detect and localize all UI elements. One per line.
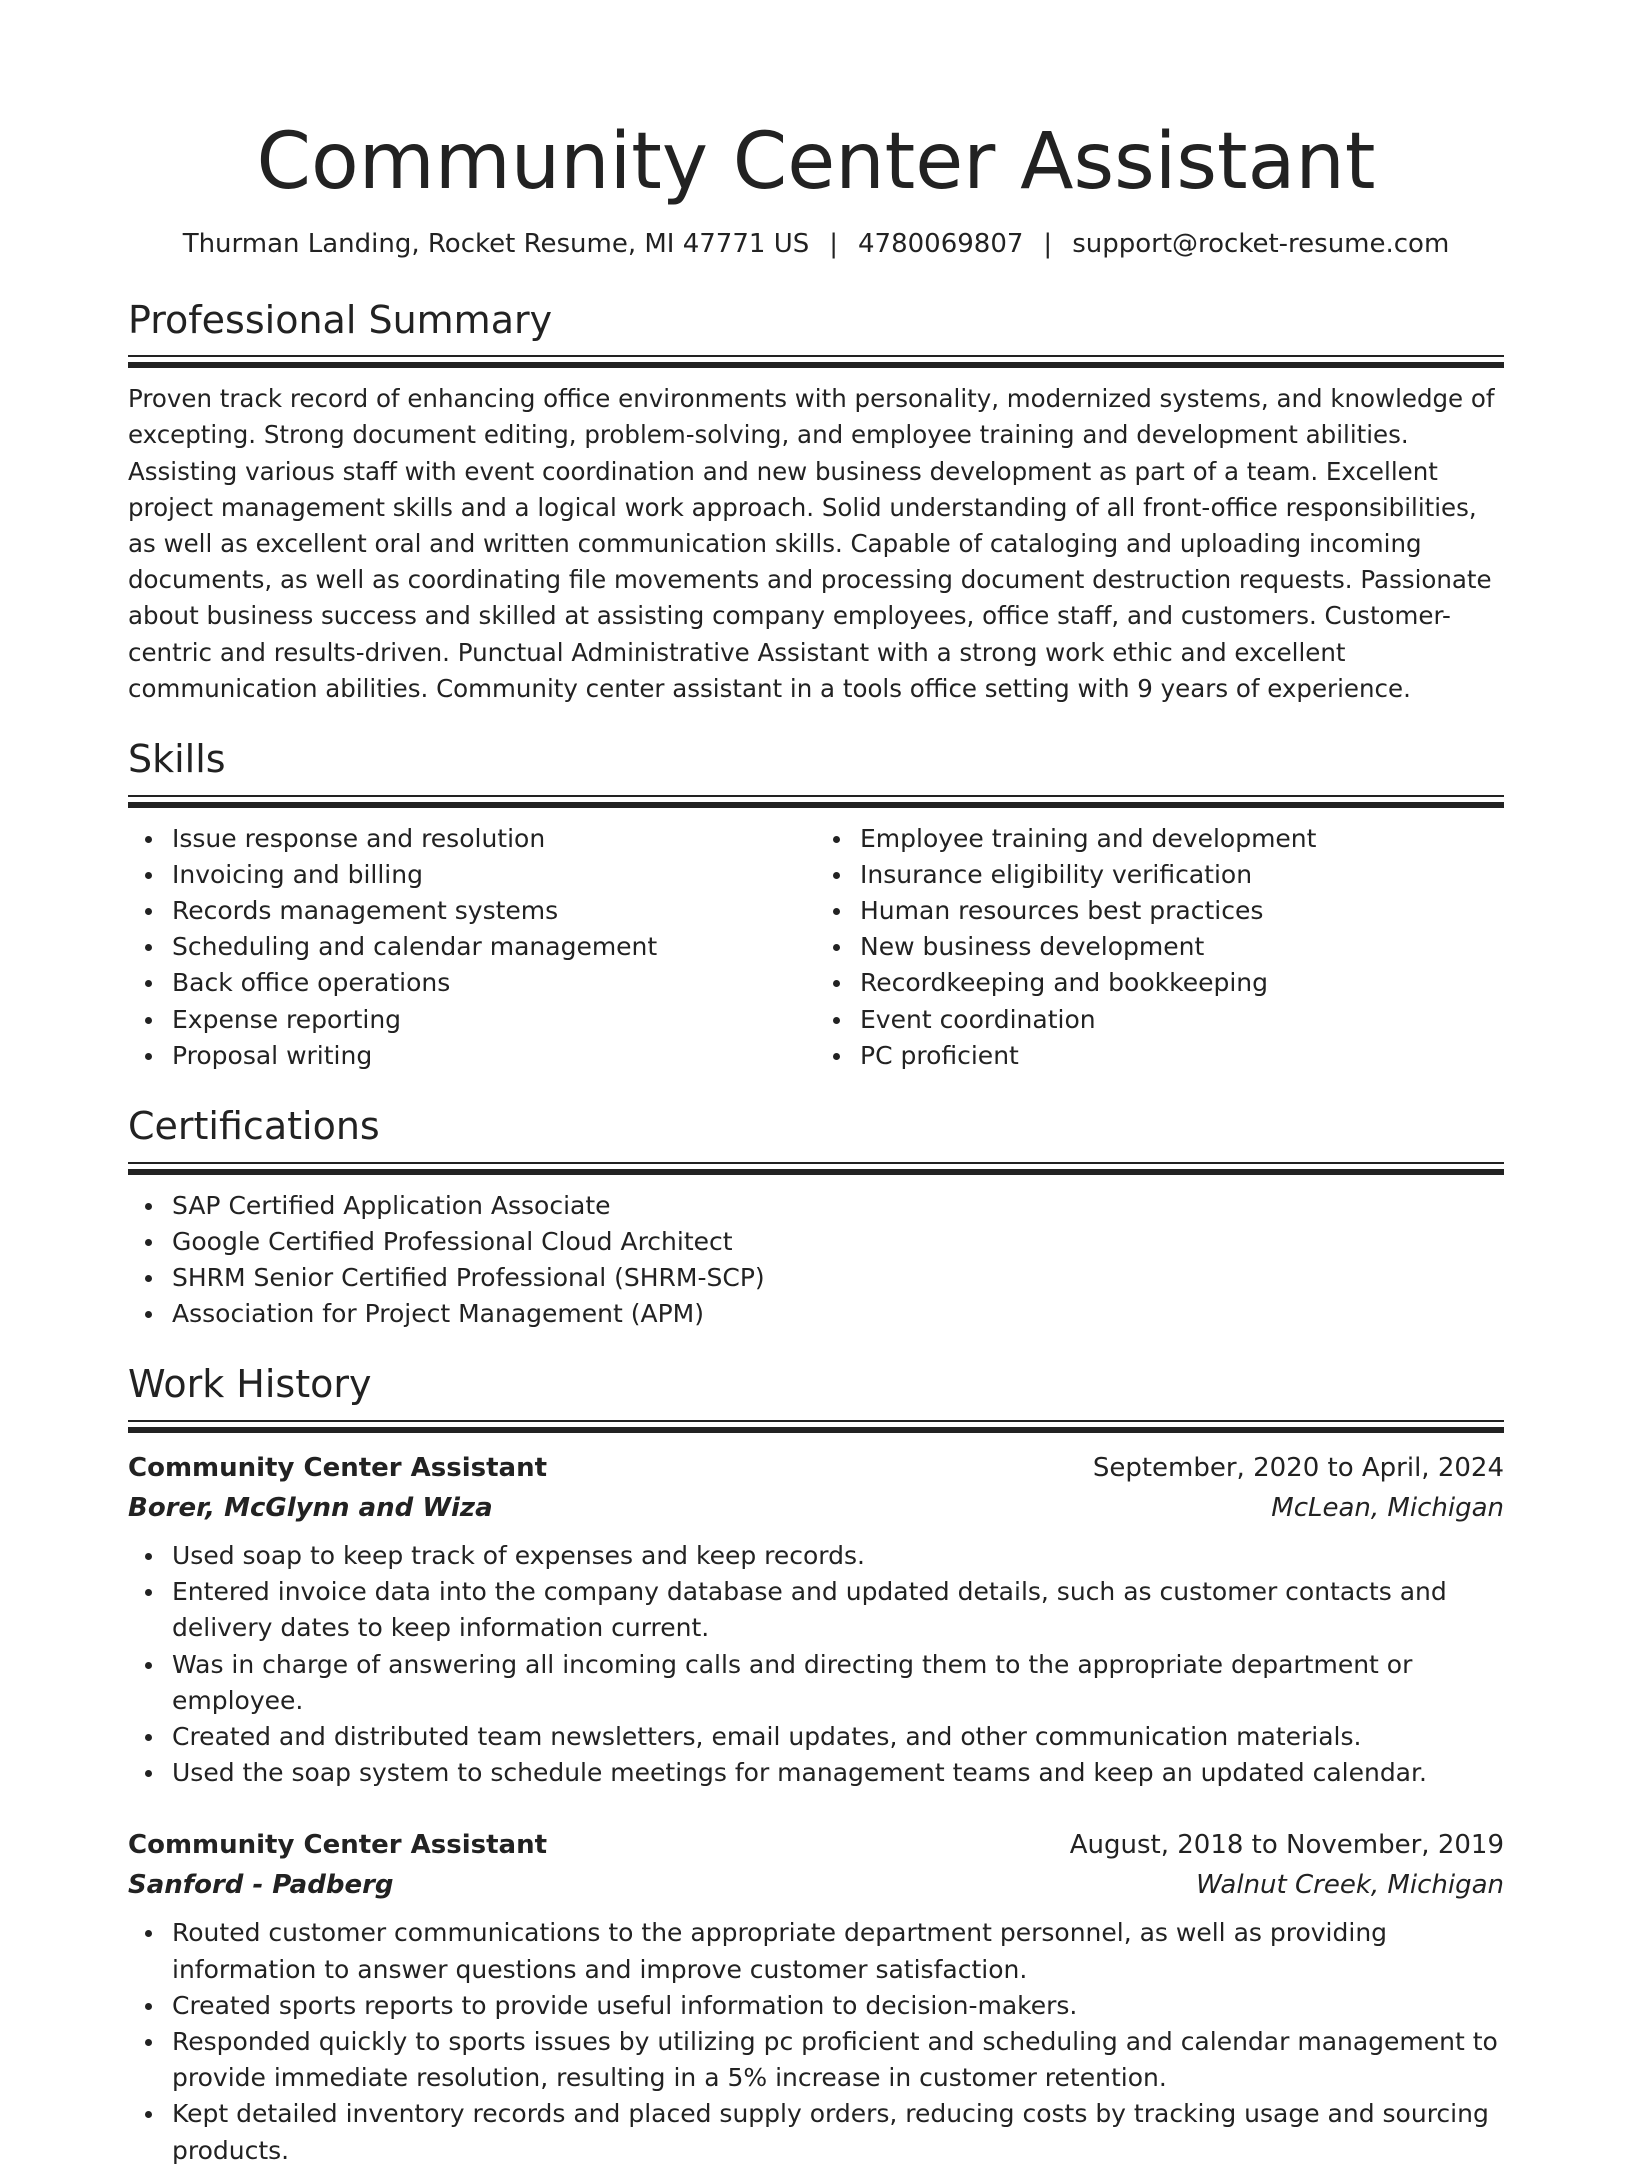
skill-item: Back office operations bbox=[128, 965, 816, 1001]
section-divider bbox=[128, 1162, 1504, 1176]
skill-item: Employee training and development bbox=[816, 821, 1504, 857]
skill-item: Scheduling and calendar management bbox=[128, 929, 816, 965]
job-location: McLean, Michigan bbox=[1271, 1493, 1504, 1524]
skills-section bbox=[128, 737, 1504, 1074]
job-company: Sanford - Padberg bbox=[128, 1870, 394, 1901]
job-bullet: Routed customer communications to the appropriate department personnel, as well as providing information to answer questions and improve customer satisfaction. bbox=[128, 1915, 1504, 1987]
section-title-skills: Skills bbox=[128, 737, 226, 782]
job-bullet: Created and distributed team newsletters, email updates, and other communication materials. bbox=[128, 1719, 1504, 1755]
contact-separator: | bbox=[1043, 228, 1053, 259]
skill-item: PC proficient bbox=[816, 1038, 1504, 1074]
certifications-list bbox=[128, 1188, 1504, 1333]
contact-address: Thurman Landing, Rocket Resume, MI 47771 US bbox=[182, 228, 810, 259]
job-bullet: Created sports reports to provide useful information to decision-makers. bbox=[128, 1988, 1504, 2024]
certification-item: Association for Project Management (APM) bbox=[128, 1296, 1504, 1332]
resume-name: Community Center Assistant bbox=[256, 117, 1376, 207]
job-bullets bbox=[128, 1538, 1504, 1791]
skills-grid bbox=[128, 821, 1504, 1074]
certifications-section bbox=[128, 1104, 1504, 1332]
skill-item: Recordkeeping and bookkeeping bbox=[816, 965, 1504, 1001]
skills-list-right bbox=[816, 821, 1504, 1074]
skill-item: Insurance eligibility verification bbox=[816, 857, 1504, 893]
certification-item: Google Certified Professional Cloud Architect bbox=[128, 1224, 1504, 1260]
skill-item: Event coordination bbox=[816, 1002, 1504, 1038]
job-bullet: Kept detailed inventory records and placed supply orders, reducing costs by tracking usage and sourcing products. bbox=[128, 2096, 1504, 2168]
skills-list-left bbox=[128, 821, 816, 1074]
job-title: Community Center Assistant bbox=[128, 1830, 548, 1861]
certification-item: SAP Certified Application Associate bbox=[128, 1188, 1504, 1224]
section-title-work-history: Work History bbox=[128, 1362, 372, 1407]
skill-item: Proposal writing bbox=[128, 1038, 816, 1074]
section-title-certifications: Certifications bbox=[128, 1104, 380, 1149]
job-bullet: Used the soap system to schedule meetings for management teams and keep an updated calendar. bbox=[128, 1755, 1504, 1791]
job-company: Borer, McGlynn and Wiza bbox=[128, 1493, 493, 1524]
job-subheader-row bbox=[128, 1865, 1504, 1905]
skill-item: Records management systems bbox=[128, 893, 816, 929]
job-location: Walnut Creek, Michigan bbox=[1196, 1870, 1504, 1901]
job-dates: September, 2020 to April, 2024 bbox=[1092, 1453, 1504, 1484]
work-history-section bbox=[128, 1362, 1504, 2168]
section-divider bbox=[128, 355, 1504, 369]
job-dates: August, 2018 to November, 2019 bbox=[1069, 1830, 1504, 1861]
resume-page bbox=[128, 0, 1504, 2169]
job-bullet: Used soap to keep track of expenses and keep records. bbox=[128, 1538, 1504, 1574]
skill-item: Human resources best practices bbox=[816, 893, 1504, 929]
skill-item: Invoicing and billing bbox=[128, 857, 816, 893]
skill-item: Issue response and resolution bbox=[128, 821, 816, 857]
job-bullets bbox=[128, 1915, 1504, 2168]
certification-item: SHRM Senior Certified Professional (SHRM-SCP) bbox=[128, 1260, 1504, 1296]
job-entry bbox=[128, 1448, 1504, 1791]
job-bullet: Was in charge of answering all incoming calls and directing them to the appropriate department or employee. bbox=[128, 1647, 1504, 1719]
job-entry bbox=[128, 1825, 1504, 2168]
skill-item: Expense reporting bbox=[128, 1002, 816, 1038]
job-title: Community Center Assistant bbox=[128, 1453, 548, 1484]
section-divider bbox=[128, 1420, 1504, 1434]
contact-separator: | bbox=[829, 228, 838, 259]
section-title-summary: Professional Summary bbox=[128, 297, 553, 342]
skill-item: New business development bbox=[816, 929, 1504, 965]
summary-text: Proven track record of enhancing office environments with personality, modernized systems, and knowledge of excepting. Strong document editing, problem-solving, and employee training and development abilities. Assisting various staff with event coordination and new business development as part of a team. Excellent project management skills and a logical work approach. Solid understanding of all front-office responsibilities, as well as excellent oral and written communication skills. Capable of cataloging and uploading incoming documents, as well as coordinating file movements and processing document destruction requests. Passionate about business success and skilled at assisting company employees, office staff, and customers. Customer-centric and results-driven. Punctual Administrative Assistant with a strong work ethic and excellent communication abilities. Community center assistant in a tools office setting with 9 years of experience. bbox=[128, 384, 1495, 703]
section-divider bbox=[128, 795, 1504, 809]
job-header-row bbox=[128, 1825, 1504, 1865]
job-subheader-row bbox=[128, 1488, 1504, 1528]
contact-email: support@rocket-resume.com bbox=[1072, 228, 1450, 259]
job-header-row bbox=[128, 1448, 1504, 1488]
contact-phone: 4780069807 bbox=[858, 228, 1024, 259]
job-bullet: Entered invoice data into the company database and updated details, such as customer contacts and delivery dates to keep information current. bbox=[128, 1574, 1504, 1646]
job-bullet: Responded quickly to sports issues by utilizing pc proficient and scheduling and calendar management to provide immediate resolution, resulting in a 5% increase in customer retention. bbox=[128, 2024, 1504, 2096]
summary-section bbox=[128, 298, 1504, 707]
contact-line bbox=[128, 228, 1504, 262]
